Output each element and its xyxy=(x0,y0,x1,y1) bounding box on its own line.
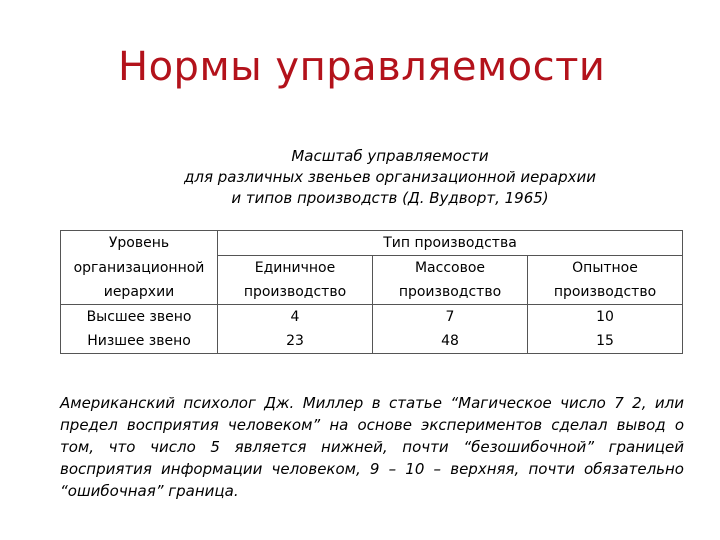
caption-line-3: и типов производств (Д. Вудворт, 1965) xyxy=(231,189,549,207)
caption-line-1: Масштаб управляемости xyxy=(291,147,489,165)
row-level-bottom: Низшее звено xyxy=(61,329,218,354)
header-row-1 xyxy=(61,231,683,256)
row-level-top: Высшее звено xyxy=(61,305,218,330)
col-pilot-line-2: производство xyxy=(528,280,683,305)
cell-value: 23 xyxy=(218,329,373,354)
table-row xyxy=(61,305,683,330)
table-caption xyxy=(150,146,630,209)
miller-paragraph: Американский психолог Дж. Миллер в статье “Магическое число 7 2, или предел восприятия человеком” на основе экспериментов сделал вывод о том, что число 5 является нижней, почти “безошибочной” границей восприятия информации человеком, 9 – 10 – верхняя, почти обязательно “ошибочная” граница. xyxy=(60,394,684,500)
cell-value: 7 xyxy=(373,305,528,330)
col-unit-line-1: Единичное xyxy=(218,256,373,281)
cell-value: 15 xyxy=(528,329,683,354)
caption-line-2: для различных звеньев организационной иерархии xyxy=(184,168,596,186)
cell-value: 4 xyxy=(218,305,373,330)
level-header-line-3: иерархии xyxy=(61,280,218,305)
level-header-line-2: организационной xyxy=(61,256,218,281)
col-mass-line-2: производство xyxy=(373,280,528,305)
col-unit-line-2: производство xyxy=(218,280,373,305)
col-mass-line-1: Массовое xyxy=(373,256,528,281)
header-row-3 xyxy=(61,280,683,305)
page-title: Нормы управляемости xyxy=(118,44,606,90)
table-row xyxy=(61,329,683,354)
header-row-2 xyxy=(61,256,683,281)
col-pilot-line-1: Опытное xyxy=(528,256,683,281)
production-type-header: Тип производства xyxy=(218,231,683,256)
cell-value: 10 xyxy=(528,305,683,330)
span-of-control-table xyxy=(60,230,683,354)
cell-value: 48 xyxy=(373,329,528,354)
level-header-line-1: Уровень xyxy=(61,231,218,256)
